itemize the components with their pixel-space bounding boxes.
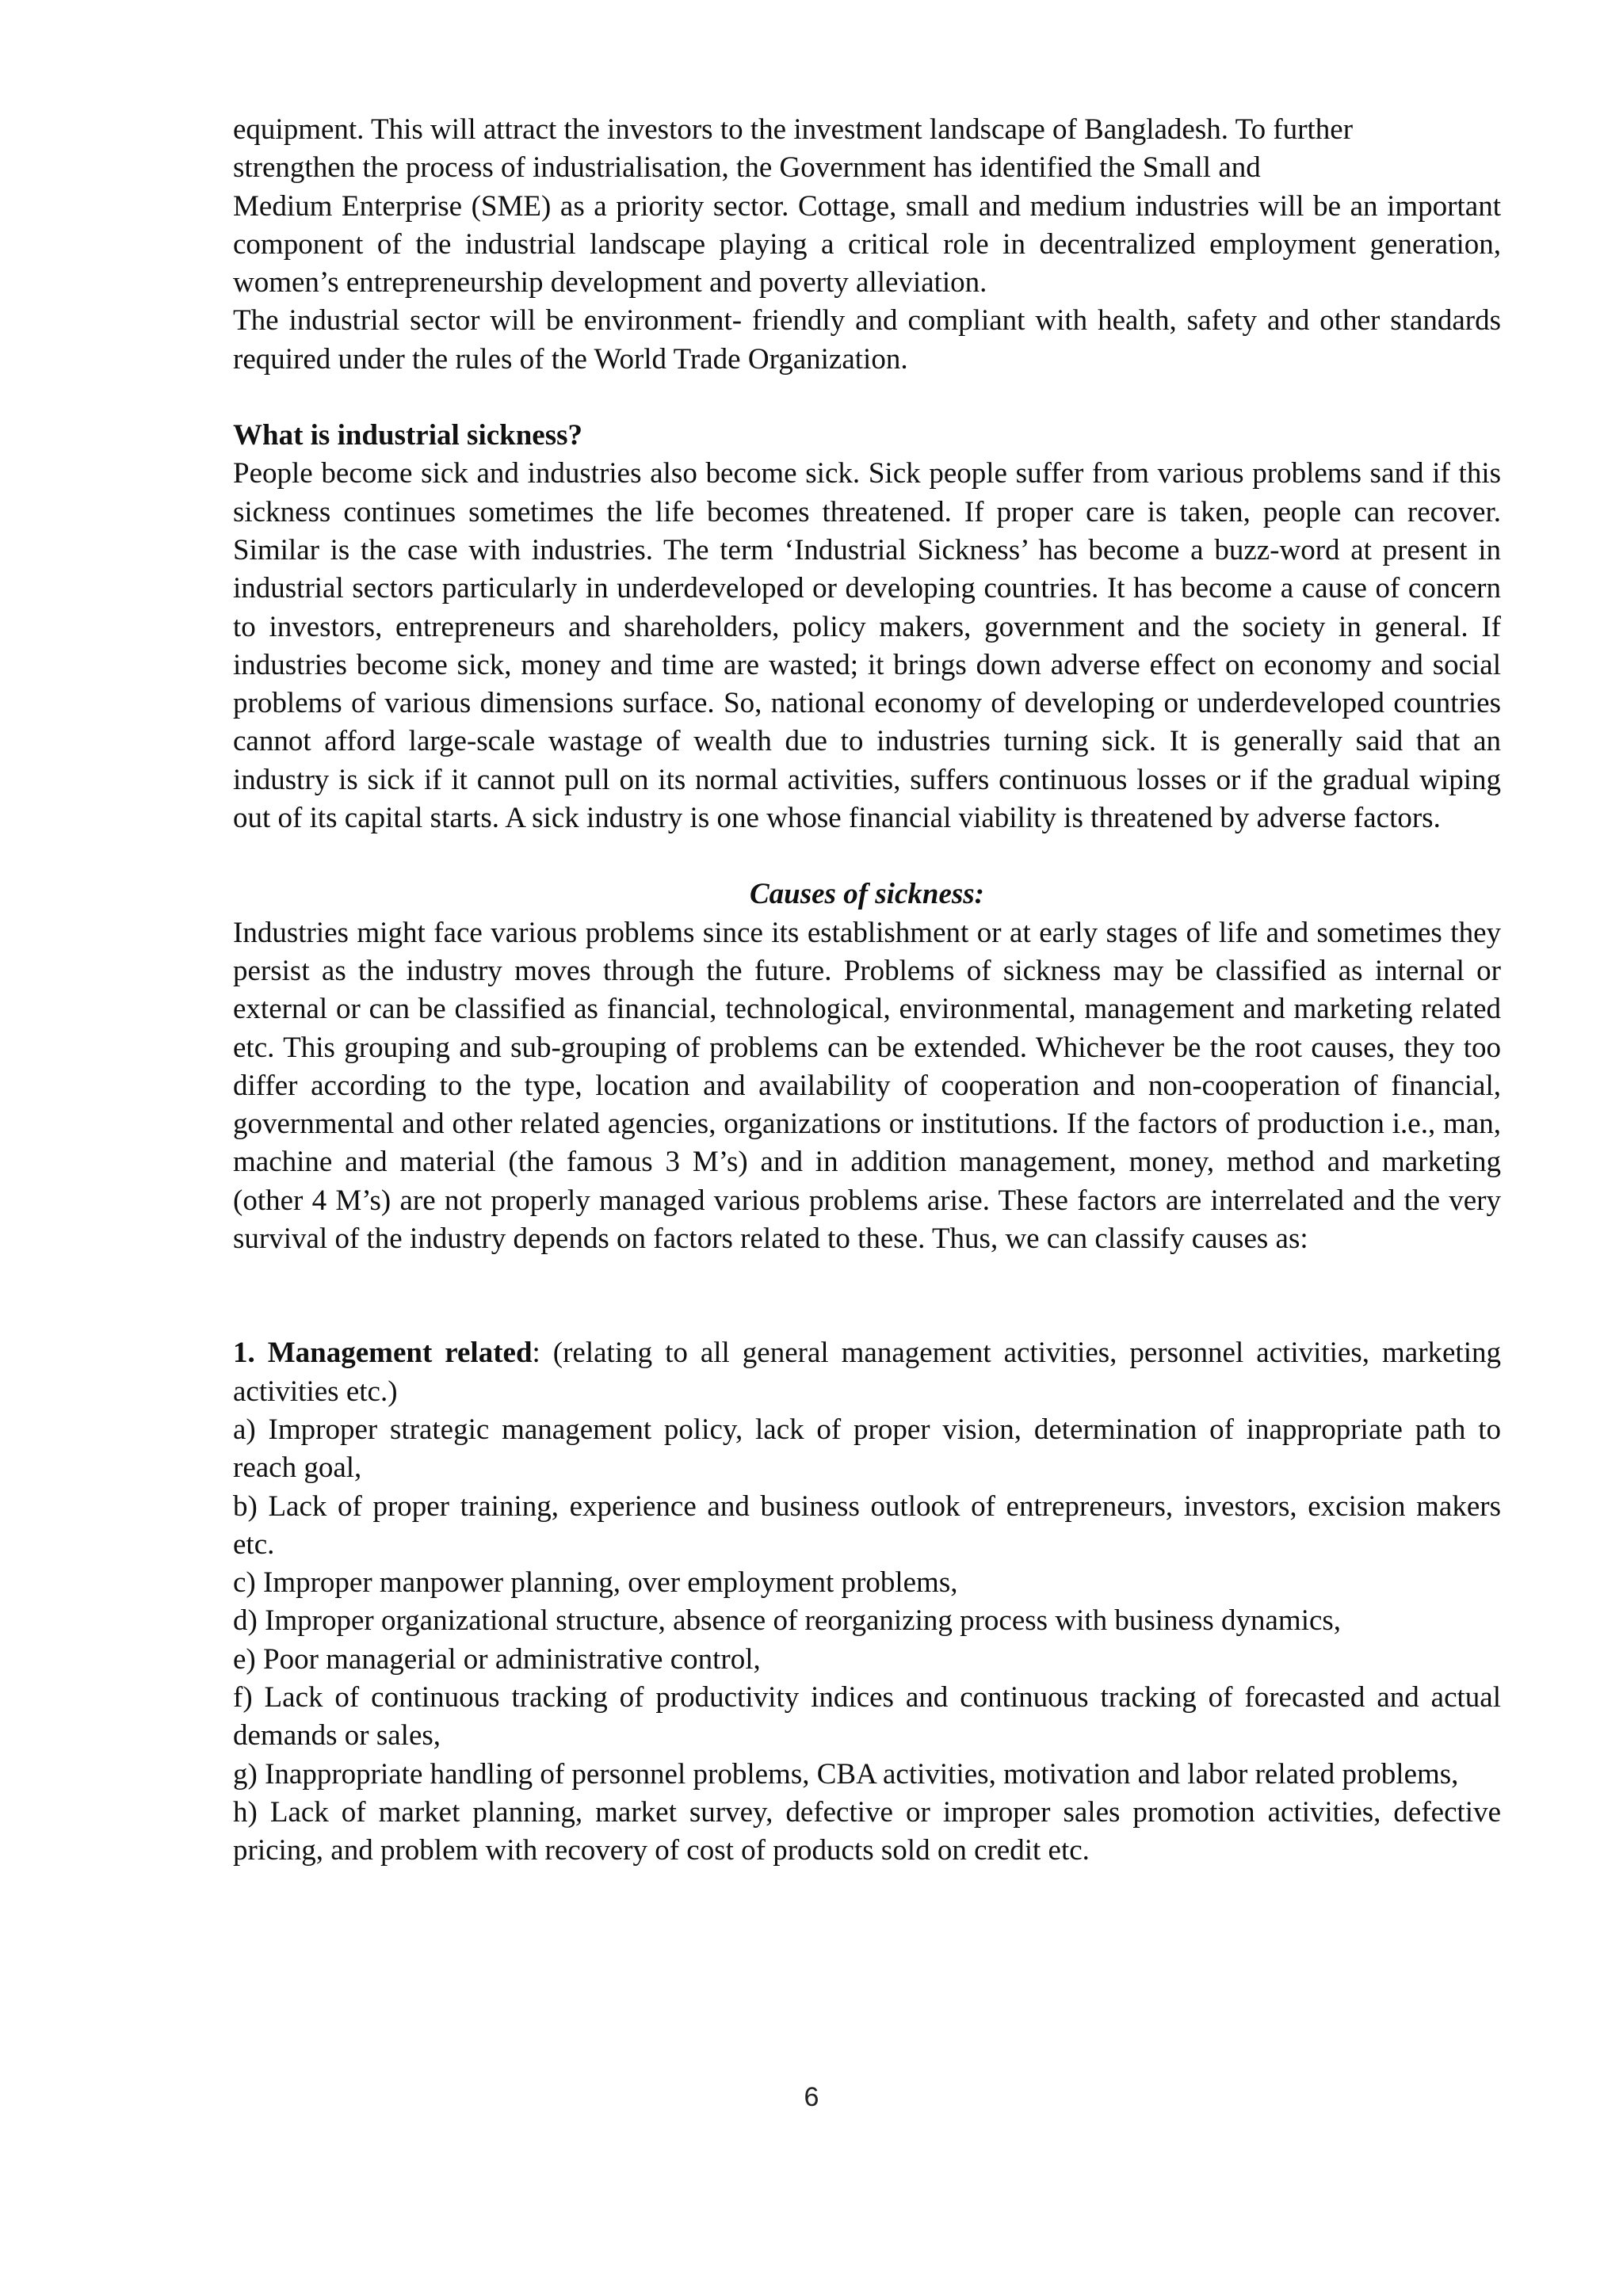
intro-line-1: equipment. This will attract the investors to the investment landscape of Bangladesh. To further	[233, 113, 1354, 146]
intro-paragraph: Medium Enterprise (SME) as a priority sector. Cottage, small and medium industries will be an important component of the industrial landscape playing a critical role in decentralized employment generation, women’s entrepreneurship development and poverty alleviation.	[233, 189, 1501, 299]
spacer	[233, 837, 1501, 875]
causes-paragraph: Industries might face various problems since its establishment or at early stages of life and sometimes they persist as the industry moves through the future. Problems of sickness may be classified as internal or external or can be classified as financial, technological, environmental, management and marketing related etc. This grouping and sub-grouping of problems can be extended. Whichever be the root causes, they too differ according to the type, location and availability of cooperation and non-cooperation of financial, governmental and other related agencies, organizations or institutions. If the factors of production i.e., man, machine and material (the famous 3 M’s) and in addition management, money, method and marketing (other 4 M’s) are not properly managed various problems arise. These factors are interrelated and the very survival of the industry depends on factors related to these. Thus, we can classify causes as:	[233, 916, 1501, 1256]
management-intro-text: : (relating to all general management activities, personnel activities, marketing activities etc.)	[233, 1337, 1501, 1408]
spacer	[233, 379, 1501, 417]
intro-line-2: strengthen the process of industrialisation, the Government has identified the Small and	[233, 151, 1261, 185]
document-page	[233, 111, 1501, 1870]
list-item: g) Inappropriate handling of personnel problems, CBA activities, motivation and labor related problems,	[233, 1757, 1459, 1791]
causes-heading: Causes of sickness:	[749, 878, 985, 911]
list-item: c) Improper manpower planning, over employment problems,	[233, 1566, 958, 1600]
sickness-paragraph: People become sick and industries also become sick. Sick people suffer from various problems sand if this sickness continues sometimes the life becomes threatened. If proper care is taken, people can recover. Similar is the case with industries. The term ‘Industrial Sickness’ has become a buzz-word at present in industrial sectors particularly in underdeveloped or developing countries. It has become a cause of concern to investors, entrepreneurs and shareholders, policy makers, government and the society in general. If industries become sick, money and time are wasted; it brings down adverse effect on economy and social problems of various dimensions surface. So, national economy of developing or underdeveloped countries cannot afford large-scale wastage of wealth due to industries turning sick. It is generally said that an industry is sick if it cannot pull on its normal activities, suffers continuous losses or if the gradual wiping out of its capital starts. A sick industry is one whose financial viability is threatened by adverse factors.	[233, 457, 1501, 835]
list-item: e) Poor managerial or administrative control,	[233, 1642, 761, 1676]
management-title: 1. Management related	[233, 1337, 533, 1370]
sickness-heading: What is industrial sickness?	[233, 419, 583, 452]
page-number: 6	[804, 2082, 819, 2112]
environment-paragraph: The industrial sector will be environment- friendly and compliant with health, safety and other standards required under the rules of the World Trade Organization.	[233, 304, 1501, 376]
list-item: f) Lack of continuous tracking of productivity indices and continuous tracking of forecasted and actual demands or sales,	[233, 1680, 1501, 1753]
list-item: a) Improper strategic management policy, lack of proper vision, determination of inappropriate path to reach goal,	[233, 1413, 1501, 1485]
list-item: d) Improper organizational structure, absence of reorganizing process with business dynamics,	[233, 1604, 1342, 1638]
list-item: b) Lack of proper training, experience and business outlook of entrepreneurs, investors, excision makers etc.	[233, 1489, 1501, 1561]
management-intro	[233, 1334, 1501, 1411]
spacer	[233, 1258, 1501, 1334]
list-item: h) Lack of market planning, market survey, defective or improper sales promotion activities, defective pricing, and problem with recovery of cost of products sold on credit etc.	[233, 1795, 1501, 1867]
